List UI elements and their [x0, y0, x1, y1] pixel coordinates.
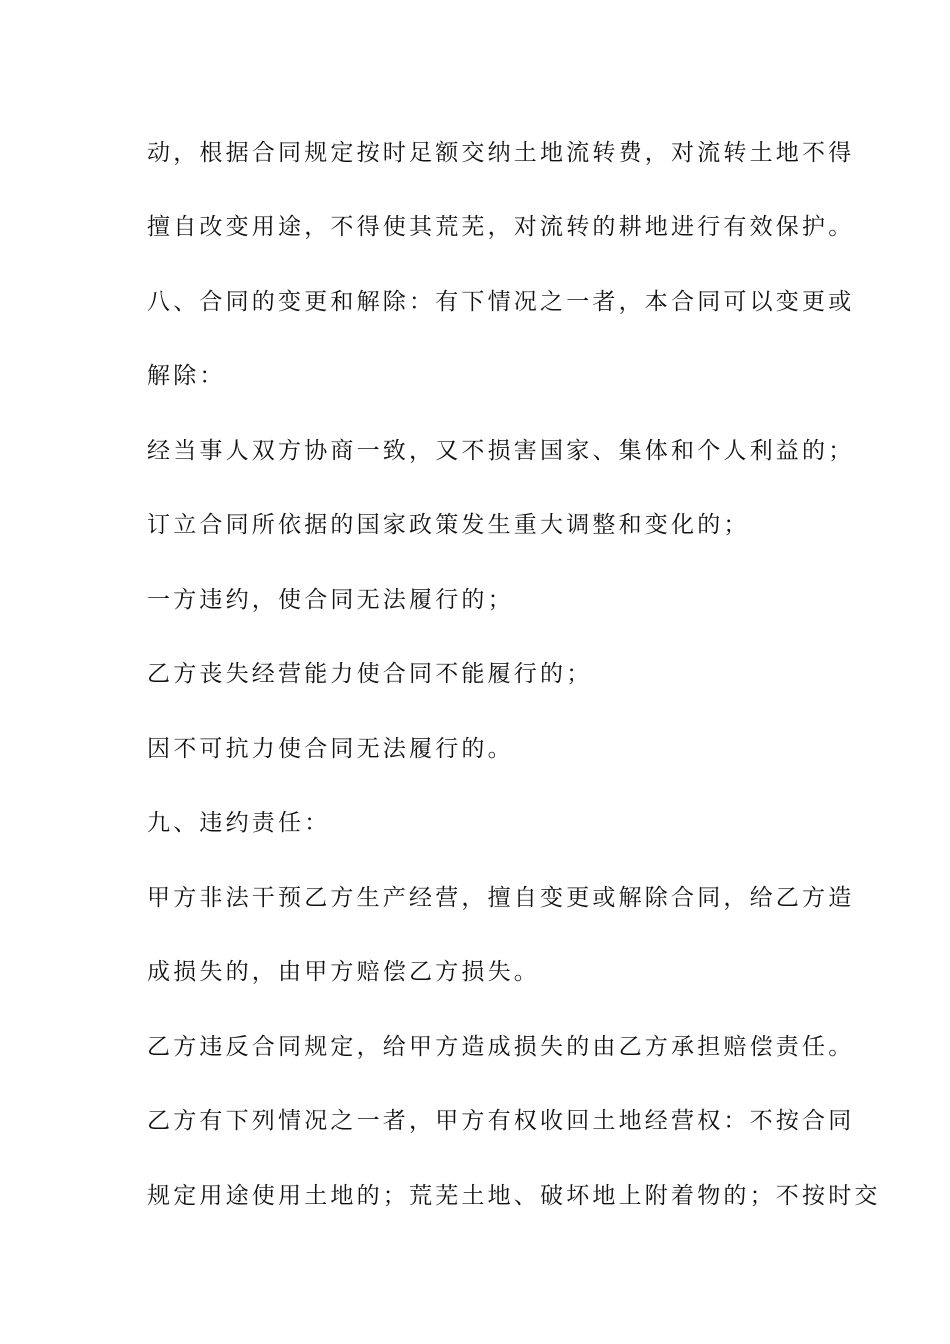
section-heading-9: 九、违约责任： — [147, 810, 331, 836]
list-item: 订立合同所依据的国家政策发生重大调整和变化的； — [147, 512, 750, 538]
text-line: 乙方有下列情况之一者，甲方有权收回土地经营权：不按合同 — [147, 1108, 855, 1134]
section-heading-8: 八、合同的变更和解除：有下情况之一者，本合同可以变更或 — [147, 289, 855, 315]
text-line: 乙方违反合同规定，给甲方造成损失的由乙方承担赔偿责任。 — [147, 1034, 855, 1060]
text-line: 擅自改变用途，不得使其荒芜，对流转的耕地进行有效保护。 — [147, 214, 855, 240]
list-item: 一方违约，使合同无法履行的； — [147, 587, 514, 613]
text-line: 动，根据合同规定按时足额交纳土地流转费，对流转土地不得 — [147, 140, 855, 166]
text-line: 规定用途使用土地的；荒芜土地、破坏地上附着物的；不按时交 — [147, 1183, 881, 1209]
list-item: 乙方丧失经营能力使合同不能履行的； — [147, 661, 593, 687]
list-item: 经当事人双方协商一致，又不损害国家、集体和个人利益的； — [147, 438, 855, 464]
list-item: 因不可抗力使合同无法履行的。 — [147, 736, 514, 762]
text-line: 成损失的，由甲方赔偿乙方损失。 — [147, 959, 540, 985]
text-line: 甲方非法干预乙方生产经营，擅自变更或解除合同，给乙方造 — [147, 885, 855, 911]
text-line: 解除： — [147, 363, 226, 389]
